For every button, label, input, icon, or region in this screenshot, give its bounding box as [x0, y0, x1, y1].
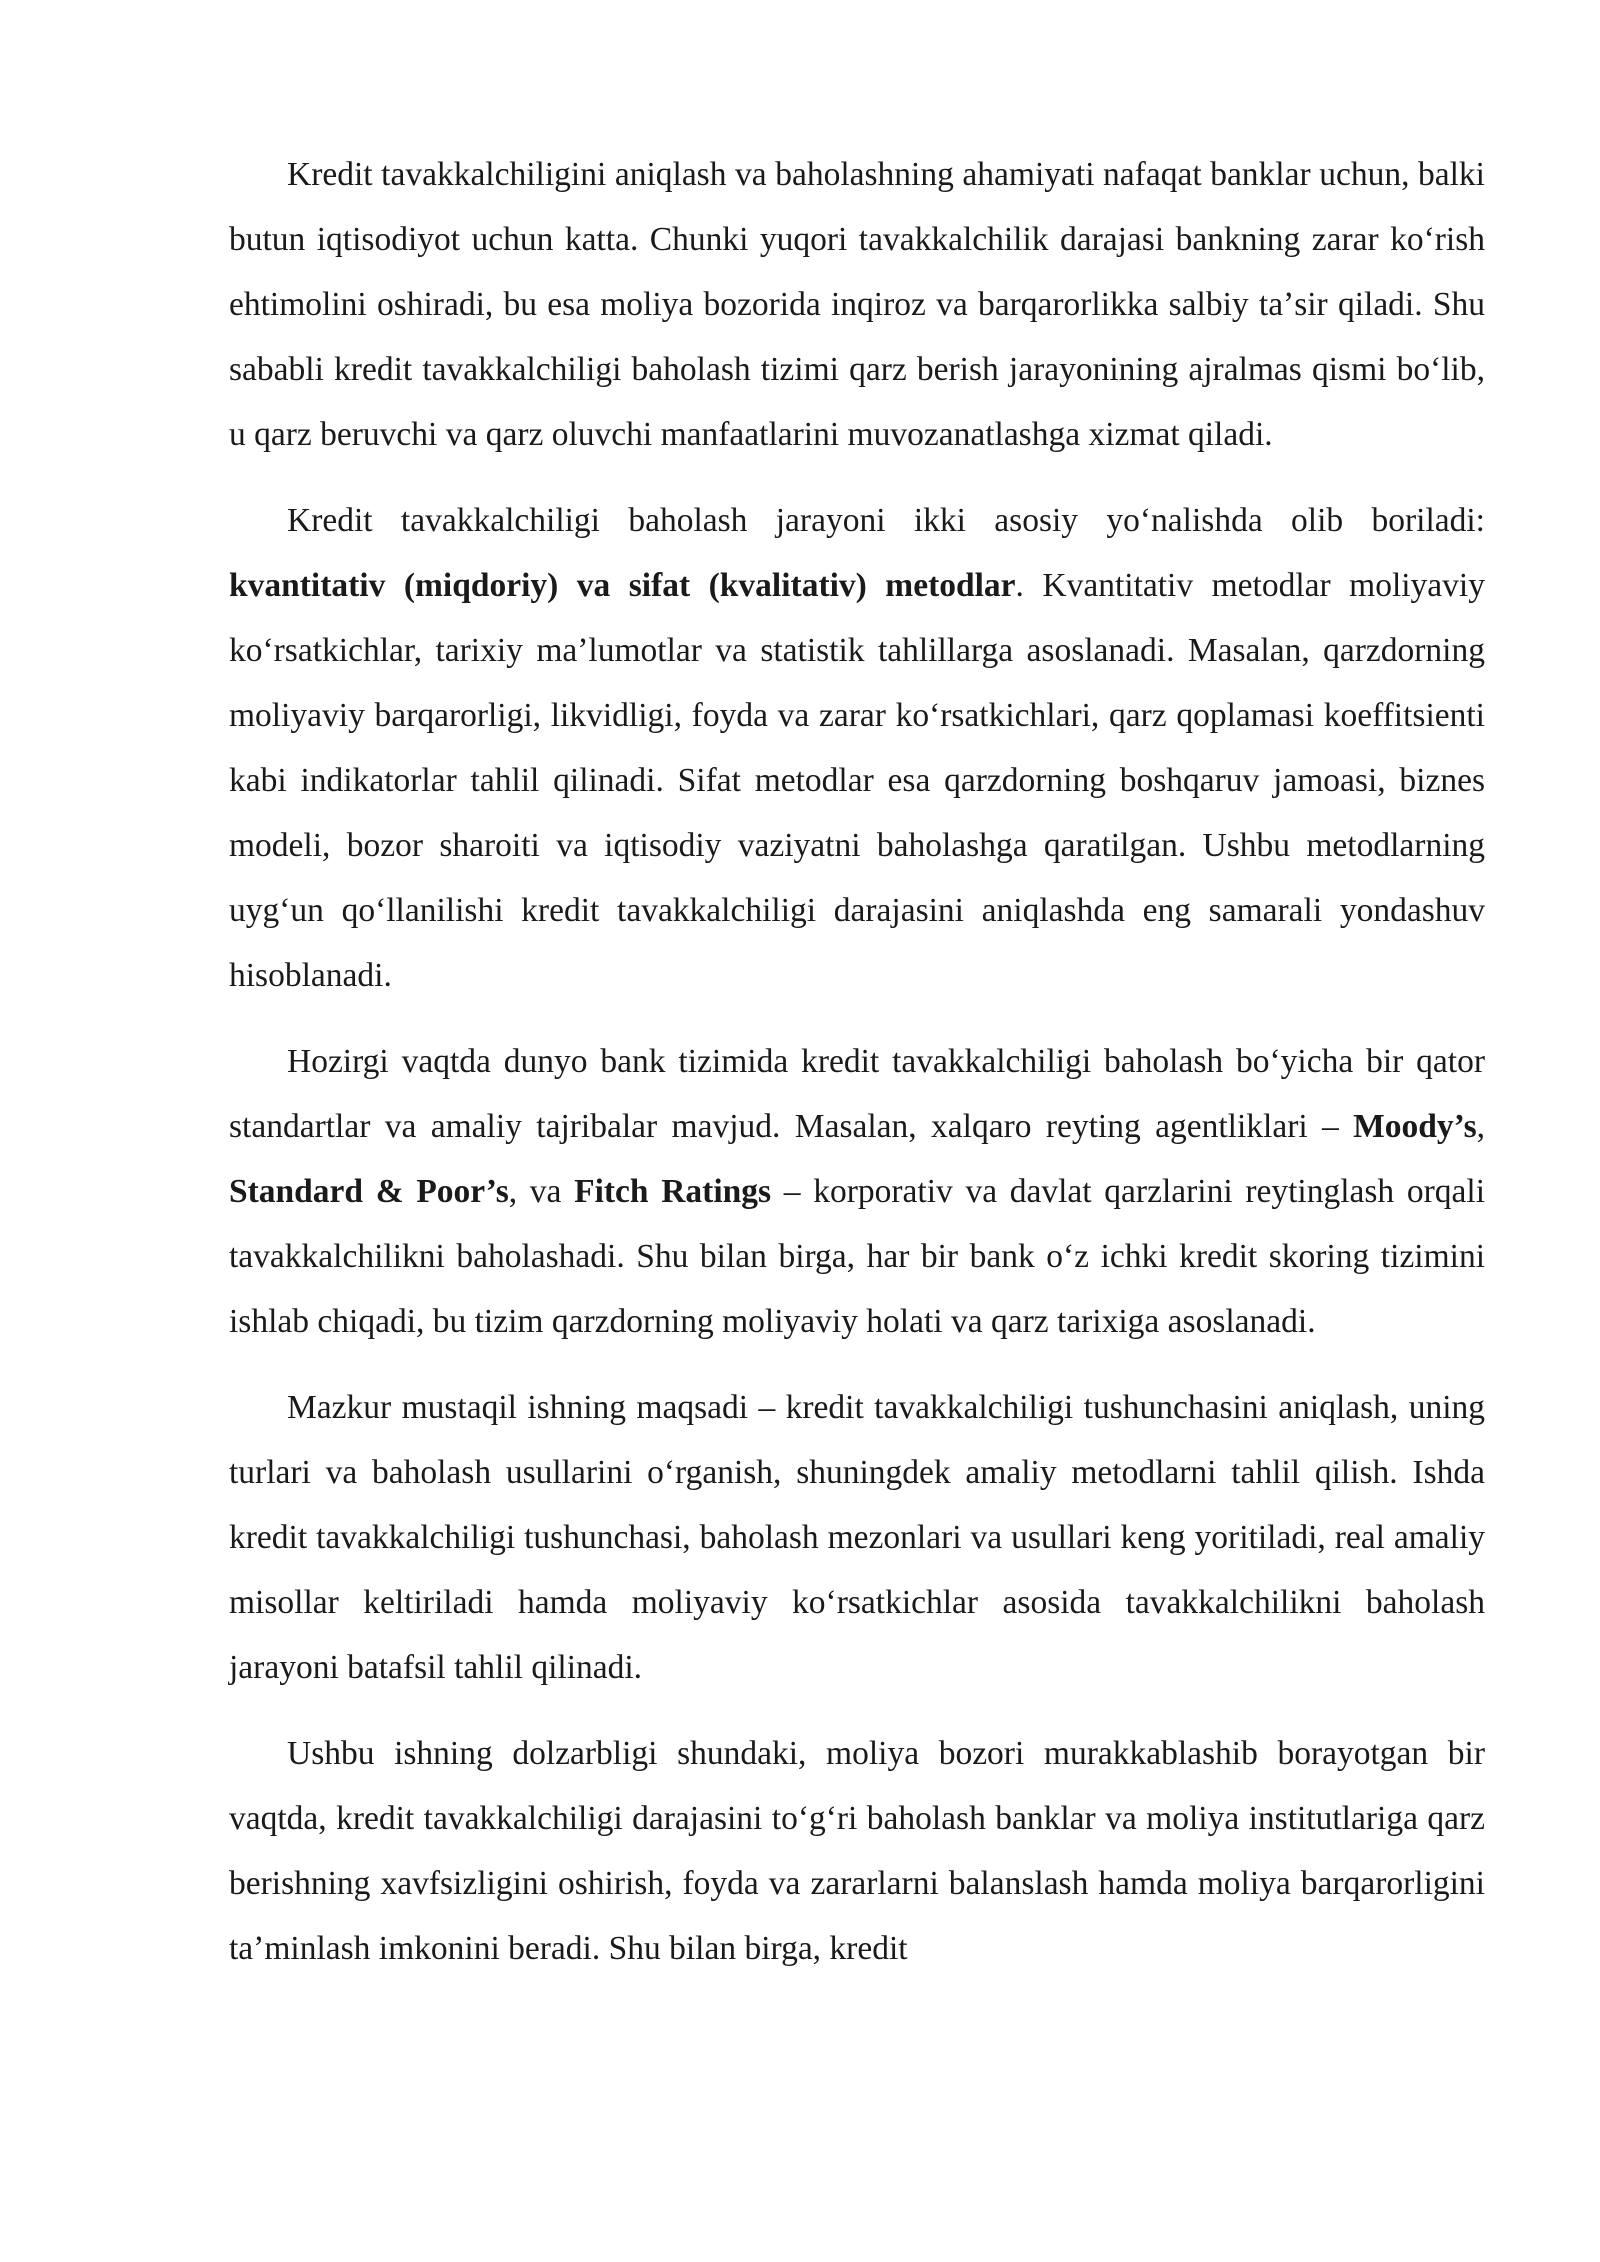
- paragraph-text: ,: [1476, 1108, 1485, 1145]
- paragraph-text: Ushbu ishning dolzarbligi shundaki, moliya bozori murakkablashib borayotgan bir vaqtda, kredit tavakkalchiligi darajasini toʻgʻri baholash banklar va moliya institutlariga qarz berishning xavfsizligini oshirish, foyda va zararlarni balanslash hamda moliya barqarorligini taʼminlash imkonini beradi. Shu bilan birga, kredit: [229, 1735, 1485, 1967]
- paragraph-relevance: [229, 1721, 1485, 1981]
- document-page: [229, 142, 1485, 2002]
- paragraph-text: Kredit tavakkalchiligini aniqlash va baholashning ahamiyati nafaqat banklar uchun, balki butun iqtisodiyot uchun katta. Chunki yuqori tavakkalchilik darajasi bankning zarar koʻrish ehtimolini oshiradi, bu esa moliya bozorida inqiroz va barqarorlikka salbiy taʼsir qiladi. Shu sababli kredit tavakkalchiligi baholash tizimi qarz berish jarayonining ajralmas qismi boʻlib, u qarz beruvchi va qarz oluvchi manfaatlarini muvozanatlashga xizmat qiladi.: [229, 156, 1485, 453]
- paragraph-text: , va: [508, 1173, 575, 1210]
- paragraph-standards: [229, 1029, 1485, 1354]
- bold-agency-fitch: Fitch Ratings: [574, 1173, 772, 1210]
- paragraph-methods: [229, 488, 1485, 1008]
- paragraph-text: Mazkur mustaqil ishning maqsadi – kredit tavakkalchiligi tushunchasini aniqlash, uning turlari va baholash usullarini oʻrganish, shuningdek amaliy metodlarni tahlil qilish. Ishda kredit tavakkalchiligi tushunchasi, baholash mezonlari va usullari keng yoritiladi, real amaliy misollar keltiriladi hamda moliyaviy koʻrsatkichlar asosida tavakkalchilikni baholash jarayoni batafsil tahlil qilinadi.: [229, 1389, 1485, 1686]
- paragraph-text: Hozirgi vaqtda dunyo bank tizimida kredit tavakkalchiligi baholash boʻyicha bir qator standartlar va amaliy tajribalar mavjud. Masalan, xalqaro reyting agentliklari –: [229, 1043, 1485, 1145]
- bold-agency-sp: Standard & Poor’s: [229, 1173, 509, 1210]
- paragraph-text: . Kvantitativ metodlar moliyaviy koʻrsatkichlar, tarixiy maʼlumotlar va statistik tahlillarga asoslanadi. Masalan, qarzdorning moliyaviy barqarorligi, likvidligi, foyda va zarar koʻrsatkichlari, qarz qoplamasi koeffitsienti kabi indikatorlar tahlil qilinadi. Sifat metodlar esa qarzdorning boshqaruv jamoasi, biznes modeli, bozor sharoiti va iqtisodiy vaziyatni baholashga qaratilgan. Ushbu metodlarning uygʻun qoʻllanilishi kredit tavakkalchiligi darajasini aniqlashda eng samarali yondashuv hisoblanadi.: [229, 567, 1485, 994]
- bold-phrase-methods: kvantitativ (miqdoriy) va sifat (kvalitativ) metodlar: [229, 567, 1016, 604]
- paragraph-text: – korporativ va davlat qarzlarini reytinglash orqali tavakkalchilikni baholashadi. Shu bilan birga, har bir bank oʻz ichki kredit skoring tizimini ishlab chiqadi, bu tizim qarzdorning moliyaviy holati va qarz tarixiga asoslanadi.: [229, 1173, 1486, 1340]
- paragraph-significance: [229, 142, 1485, 467]
- paragraph-text: Kredit tavakkalchiligi baholash jarayoni ikki asosiy yoʻnalishda olib boriladi:: [287, 502, 1485, 539]
- paragraph-goal: [229, 1375, 1485, 1700]
- bold-agency-moodys: Moody’s: [1353, 1108, 1477, 1145]
